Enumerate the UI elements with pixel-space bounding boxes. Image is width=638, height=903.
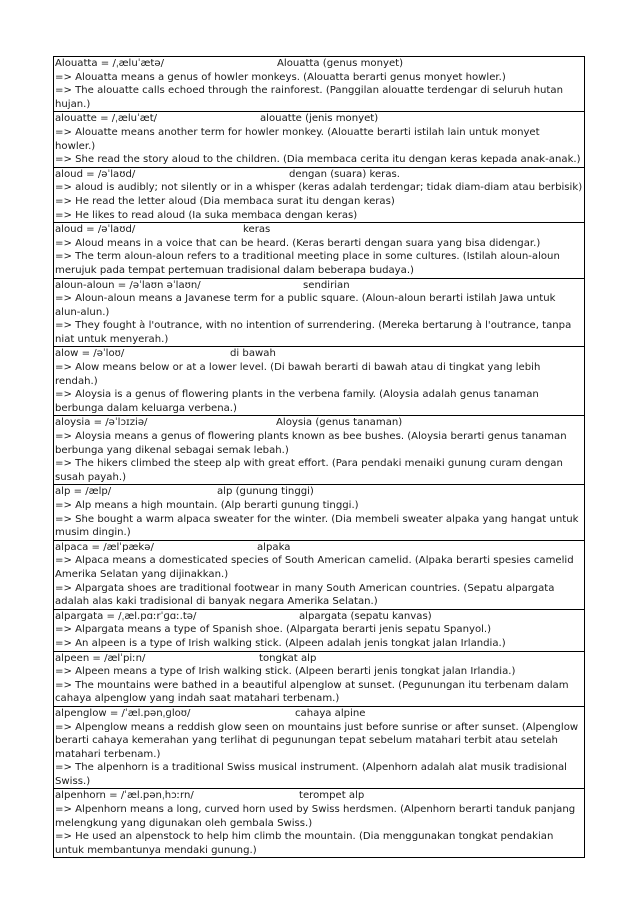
entry-line: => She read the story aloud to the children. (Dia membaca cerita itu dengan keras kepada anak-anak.) (55, 154, 581, 166)
entry-alow (53, 347, 585, 416)
entry-word: aloun-aloun = /əˈlaʊn əˈlaʊn/ (55, 279, 201, 291)
entry-line: => Alp means a high mountain. (Alp berarti gunung tinggi.) (55, 500, 359, 511)
entry-alpenglow (53, 707, 585, 790)
entry-alpargata (53, 610, 585, 652)
entry-header (55, 610, 583, 624)
entry-word: aloysia = /əˈlɔɪziə/ (55, 417, 148, 429)
entry-line: => An alpeen is a type of Irish walking stick. (Alpeen adalah jenis tongkat jalan Irlandia.) (55, 637, 506, 649)
entry-aloud-2 (53, 223, 585, 278)
entry-line: => She bought a warm alpaca sweater for the winter. (Dia membeli sweater alpaka yang hangat untuk musim dingin.) (55, 513, 579, 539)
entry-word: alouatte = /ˌæluˈæt/ (55, 113, 158, 125)
entry-translation: dengan (suara) keras. (289, 168, 400, 180)
entry-translation: terompet alp (299, 790, 365, 802)
entry-line: => The alpenhorn is a traditional Swiss musical instrument. (Alpenhorn adalah alat musik tradisional Swiss.) (55, 762, 567, 787)
entry-line: => Alpenhorn means a long, curved horn used by Swiss herdsmen. (Alpenhorn berarti tanduk panjang melengkung yang digunakan oleh gembala Swiss.) (55, 804, 576, 829)
entry-translation: cahaya alpine (295, 707, 366, 719)
entry-word: Alouatta = /ˌæluˈætə/ (55, 58, 164, 69)
entry-header (55, 707, 583, 721)
entry-alpenhorn (53, 789, 585, 858)
entry-line: => Aloysia means a genus of flowering plants known as bee bushes. (Aloysia berarti genus tanaman berbunga yang dikenal sebagai semak lebah.) (55, 431, 567, 456)
entry-translation: Aloysia (genus tanaman) (276, 417, 403, 429)
entry-word: alp = /ælp/ (55, 486, 112, 498)
entry-line: => They fought à l'outrance, with no intention of surrendering. (Mereka bertarung à l'outrance, tanpa niat untuk menyerah.) (55, 320, 572, 345)
entry-word: alpaca = /ælˈpækə/ (55, 541, 154, 553)
entry-aloun-aloun (53, 279, 585, 348)
entry-line: => Aloun-aloun means a Javanese term for a public square. (Aloun-aloun berarti istilah Jawa untuk alun-alun.) (55, 293, 556, 318)
entry-alpaca (53, 541, 585, 610)
entry-line: => He read the letter aloud (Dia membaca surat itu dengan keras) (55, 195, 395, 207)
entry-word: alpeen = /ælˈpiːn/ (55, 652, 146, 664)
entry-aloud-1 (53, 168, 585, 223)
entry-header (55, 789, 583, 803)
entry-line: => Aloysia is a genus of flowering plants in the verbena family. (Aloysia adalah genus tanaman berbunga dalam keluarga verbena.) (55, 389, 539, 414)
entry-alp (53, 485, 585, 540)
entry-translation: alouatte (jenis monyet) (260, 113, 379, 125)
entry-translation: Alouatta (genus monyet) (277, 58, 404, 69)
entry-header (55, 416, 583, 430)
entry-header (55, 279, 583, 293)
entry-translation: keras (243, 224, 271, 236)
entry-word: aloud = /əˈlaʊd/ (55, 224, 136, 236)
entry-header (55, 541, 583, 555)
entry-header (55, 652, 583, 666)
entry-translation: di bawah (230, 348, 276, 360)
entry-alouatte (53, 112, 585, 167)
entry-word: alow = /əˈloʊ/ (55, 348, 125, 360)
entry-translation: alp (gunung tinggi) (217, 486, 314, 498)
entry-line: => Alouatte means another term for howler monkey. (Alouatte berarti istilah lain untuk monyet howler.) (55, 126, 540, 152)
entry-line: => Aloud means in a voice that can be heard. (Keras berarti dengan suara yang bisa didengar.) (55, 237, 541, 249)
entry-word: alpargata = /ˌæl.pɑːrˈɡɑː.tə/ (55, 610, 197, 622)
entry-header (55, 57, 583, 71)
entry-line: => Alpenglow means a reddish glow seen on mountains just before sunrise or after sunset. (Alpenglow berarti cahaya kemerahan yang terlihat di pegunungan tepat sebelum matahari terbit atau setelah matahari terbenam.) (55, 721, 579, 760)
entry-translation: alpaka (257, 541, 291, 553)
entry-header (55, 347, 583, 361)
entry-word: alpenglow = /ˈæl.pənˌɡloʊ/ (55, 707, 191, 719)
entry-translation: tongkat alp (259, 652, 317, 664)
entry-line: => Alpargata shoes are traditional footwear in many South American countries. (Sepatu alpargata adalah alas kaki tradisional di banyak negara Amerika Selatan.) (55, 582, 555, 608)
entry-line: => The mountains were bathed in a beautiful alpenglow at sunset. (Pegunungan itu terbenam dalam cahaya alpenglow yang indah saat matahari terbenam.) (55, 679, 569, 705)
entry-line: => The hikers climbed the steep alp with great effort. (Para pendaki menaiki gunung curam dengan susah payah.) (55, 458, 563, 483)
entry-line: => The alouatte calls echoed through the rainforest. (Panggilan alouatte terdengar di seluruh hutan hujan.) (55, 85, 563, 110)
entry-header (55, 485, 583, 499)
entry-line: => Alpargata means a type of Spanish shoe. (Alpargata berarti jenis sepatu Spanyol.) (55, 624, 492, 636)
entry-line: => Alouatta means a genus of howler monkeys. (Alouatta berarti genus monyet howler.) (55, 71, 506, 83)
entry-translation: alpargata (sepatu kanvas) (299, 610, 432, 622)
entry-alpeen (53, 652, 585, 707)
entry-header (55, 112, 583, 126)
entry-aloysia (53, 416, 585, 485)
entry-line: => Alow means below or at a lower level. (Di bawah berarti di bawah atau di tingkat yang lebih rendah.) (55, 362, 541, 387)
vocabulary-list (53, 56, 585, 858)
entry-alouatta (53, 56, 585, 112)
entry-header (55, 223, 583, 237)
entry-line: => Alpaca means a domesticated species of South American camelid. (Alpaka berarti spesies camelid Amerika Selatan yang dijinakkan.) (55, 555, 574, 580)
entry-line: => He used an alpenstock to help him climb the mountain. (Dia menggunakan tongkat pendakian untuk membantunya mendaki gunung.) (55, 831, 554, 856)
entry-line: => The term aloun-aloun refers to a traditional meeting place in some cultures. (Istilah aloun-aloun merujuk pada tempat pertemuan tradisional dalam beberapa budaya.) (55, 251, 560, 276)
entry-word: aloud = /əˈlaʊd/ (55, 168, 136, 180)
entry-line: => He likes to read aloud (Ia suka membaca dengan keras) (55, 209, 358, 221)
entry-word: alpenhorn = /ˈæl.pənˌhɔːrn/ (55, 790, 194, 802)
entry-translation: sendirian (303, 279, 350, 291)
entry-header (55, 168, 583, 182)
entry-line: => aloud is audibly; not silently or in a whisper (keras adalah terdengar; tidak diam-diam atau berbisik) (55, 182, 583, 194)
entry-line: => Alpeen means a type of Irish walking stick. (Alpeen berarti jenis tongkat jalan Irlandia.) (55, 666, 516, 678)
